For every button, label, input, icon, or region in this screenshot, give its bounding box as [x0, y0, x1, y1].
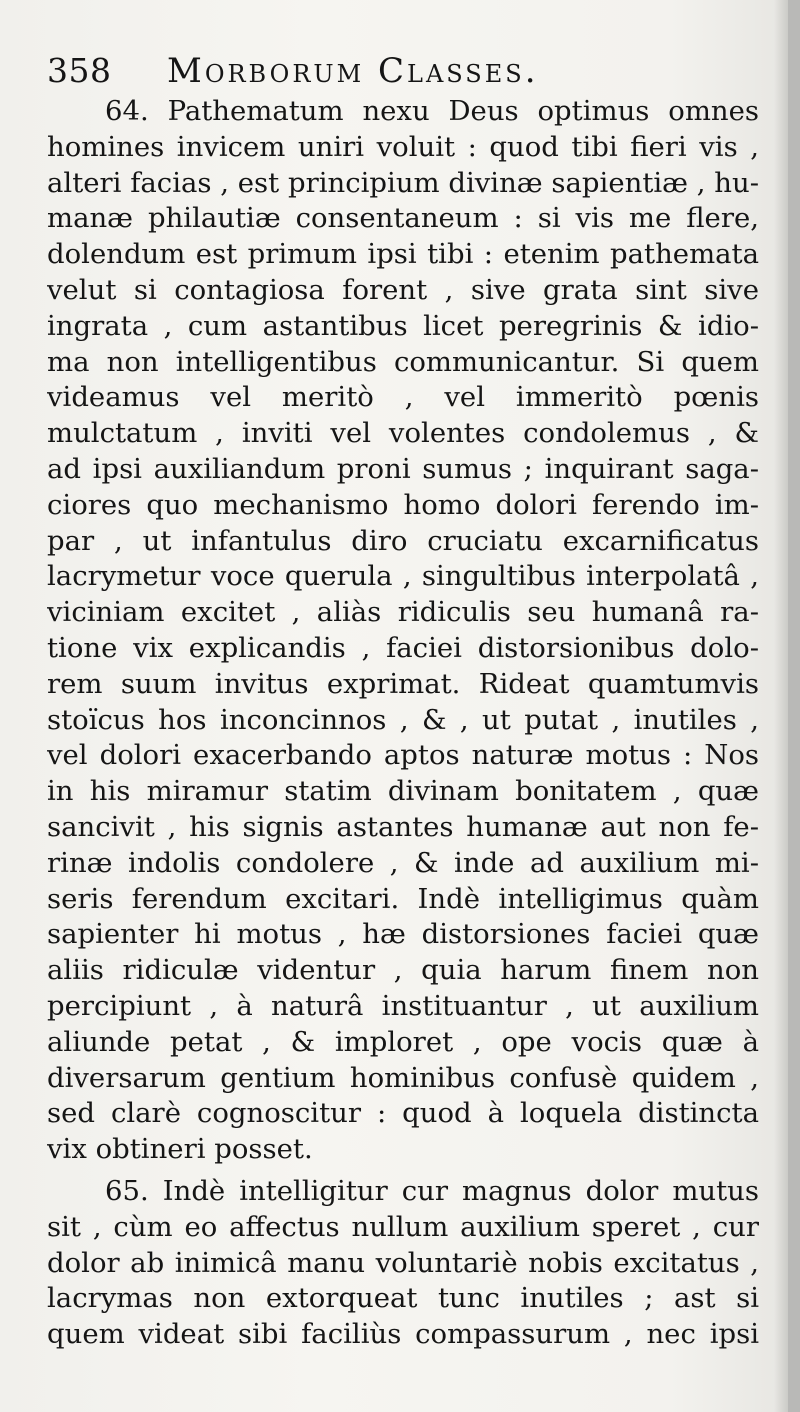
text-line: 64. Pathematum nexu Deus optimus omnes: [105, 95, 759, 127]
text-line: mulctatum , inviti vel volentes condolemus , &: [47, 417, 759, 450]
paragraph-64: [47, 94, 759, 1168]
text-line: dolendum est primum ipsi tibi : etenim pathemata: [47, 238, 759, 271]
text-line: 65. Indè intelligitur cur magnus dolor mutus: [105, 1174, 759, 1207]
text-line: in his miramur statim divinam bonitatem , quæ: [47, 775, 759, 808]
text-line: velut si contagiosa forent , sive grata sint sive: [47, 273, 759, 306]
page-number: 358: [47, 51, 112, 90]
text-line: sed clarè cognoscitur : quod à loquela distincta: [47, 1097, 759, 1130]
text-line: seris ferendum excitari. Indè intelligimus quàm: [47, 882, 759, 915]
text-line: videamus vel meritò , vel immeritò pœnis: [47, 381, 759, 414]
text-line: ciores quo mechanismo homo dolori ferendo im-: [47, 488, 759, 521]
text-line: quem videat sibi faciliùs compassurum , nec ipsi: [47, 1318, 759, 1351]
text-line: ad ipsi auxiliandum proni sumus ; inquirant saga-: [47, 452, 759, 485]
text-line: vix obtineri posset.: [47, 1133, 313, 1166]
text-line: alteri facias , est principium divinæ sapientiæ , hu-: [47, 166, 759, 199]
text-line: par , ut infantulus diro cruciatu excarnificatus: [47, 524, 759, 557]
text-line: tione vix explicandis , faciei distorsionibus dolo-: [47, 631, 759, 664]
text-line: homines invicem uniri voluit : quod tibi fieri vis ,: [47, 130, 759, 163]
text-line: manæ philautiæ consentaneum : si vis me flere,: [47, 202, 759, 235]
text-line: rinæ indolis condolere , & inde ad auxilium mi-: [47, 846, 759, 879]
paragraph-65: [47, 1174, 759, 1353]
page-edge-shadow: [774, 0, 788, 1412]
text-line: diversarum gentium hominibus confusè quidem ,: [47, 1061, 759, 1094]
text-line: sit , cùm eo affectus nullum auxilium speret , cur: [47, 1210, 759, 1243]
text-line: lacrymetur voce querula , singultibus interpolatâ ,: [47, 560, 759, 593]
text-line: rem suum invitus exprimat. Rideat quamtumvis: [47, 667, 759, 700]
text-line: lacrymas non extorqueat tunc inutiles ; ast si: [47, 1282, 759, 1315]
text-block: [47, 48, 759, 1353]
text-line: ma non intelligentibus communicantur. Si quem: [47, 345, 759, 378]
text-line: stoïcus hos inconcinnos , & , ut putat , inutiles ,: [47, 703, 759, 736]
text-line: dolor ab inimicâ manu voluntariè nobis excitatus ,: [47, 1246, 759, 1279]
text-line: viciniam excitet , aliàs ridiculis seu humanâ ra-: [47, 596, 759, 629]
running-head: [47, 48, 759, 94]
text-line: vel dolori exacerbando aptos naturæ motus : Nos: [47, 739, 759, 772]
text-line: aliis ridiculæ videntur , quia harum finem non: [47, 954, 759, 987]
text-line: percipiunt , à naturâ instituantur , ut auxilium: [47, 989, 759, 1022]
text-line: sapienter hi motus , hæ distorsiones faciei quæ: [47, 918, 759, 951]
text-line: aliunde petat , & imploret , ope vocis quæ à: [47, 1025, 759, 1058]
text-line: ingrata , cum astantibus licet peregrinis & idio-: [47, 309, 759, 342]
text-line: sancivit , his signis astantes humanæ aut non fe-: [47, 810, 759, 843]
running-head-title: Morborum Classes.: [167, 51, 539, 91]
